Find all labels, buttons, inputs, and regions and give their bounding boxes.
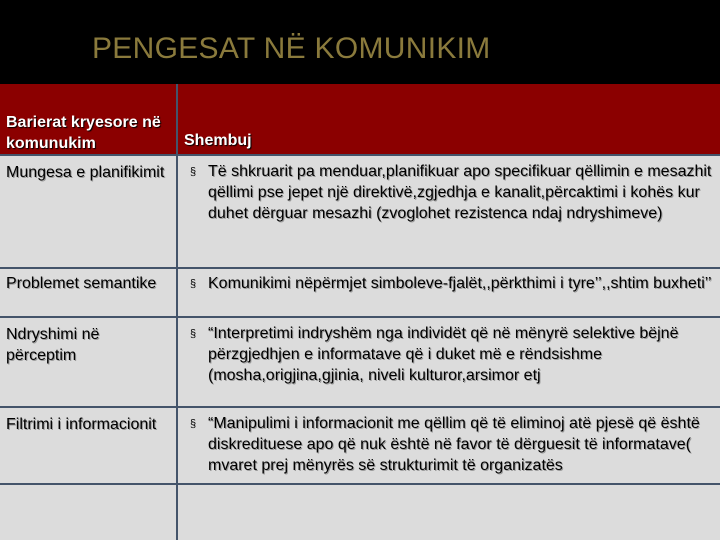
row-3-barrier: [0, 318, 176, 406]
row-4-barrier-text: Filtrimi i informacionit: [6, 416, 157, 433]
row-4-example: [178, 408, 720, 483]
row-3-example: [178, 318, 720, 406]
row-2-barrier: [0, 269, 176, 316]
row-divider: [0, 267, 720, 269]
row-5-barrier: [0, 485, 176, 540]
row-divider: [0, 483, 720, 485]
bullet-icon: §: [190, 328, 197, 340]
row-3-example-text: “Interpretimi indryshëm nga individët që në mënyrë selektive bëjnë përzgjedhjen e informatave që i duket më e rëndsishme (mosha,origjina,gjinia, niveli kulturor,arsimor etj: [208, 325, 679, 384]
column-divider: [176, 84, 178, 540]
slide-title: PENGESAT NË KOMUNIKIM: [92, 32, 491, 65]
header-examples-label: Shembuj: [184, 132, 252, 149]
bullet-icon: §: [190, 166, 197, 178]
barriers-table: [0, 84, 720, 540]
header-barriers-label: Barierat kryesore në komunukim: [6, 114, 161, 152]
header-examples: [178, 84, 720, 154]
row-1-example-text: Të shkruarit pa menduar,planifikuar apo specifikuar qëllimin e mesazhit qëllimi pse jepet një direktivë,zgjedhja e kanalit,përcaktimi i kohës kur duhet dërguar mesazhi (zvoglohet rezistenca ndaj ndryshimeve): [208, 163, 712, 222]
row-divider: [0, 316, 720, 318]
row-2-example-text: Komunikimi nëpërmjet simboleve-fjalët,,përkthimi i tyre’’,,shtim buxheti’’: [208, 275, 712, 292]
row-1-example: [178, 156, 720, 267]
row-1-barrier-text: Mungesa e planifikimit: [6, 164, 165, 181]
row-4-barrier: [0, 408, 176, 483]
row-2-example: [178, 269, 720, 316]
row-2-barrier-text: Problemet semantike: [6, 275, 157, 292]
row-4-example-text: “Manipulimi i informacionit me qëllim që të eliminoj atë pjesë që është diskredituese apo që nuk është në favor të dërguesit të informatave( mvaret prej mënyrës së strukturimit të organizatës: [208, 415, 700, 474]
row-divider: [0, 406, 720, 408]
row-3-barrier-text: Ndryshimi në përceptim: [6, 326, 100, 364]
row-divider: [0, 154, 720, 156]
row-5-example: [178, 485, 720, 540]
bullet-icon: §: [190, 278, 197, 290]
row-1-barrier: [0, 156, 176, 267]
bullet-icon: §: [190, 418, 197, 430]
header-barriers: [0, 84, 176, 154]
